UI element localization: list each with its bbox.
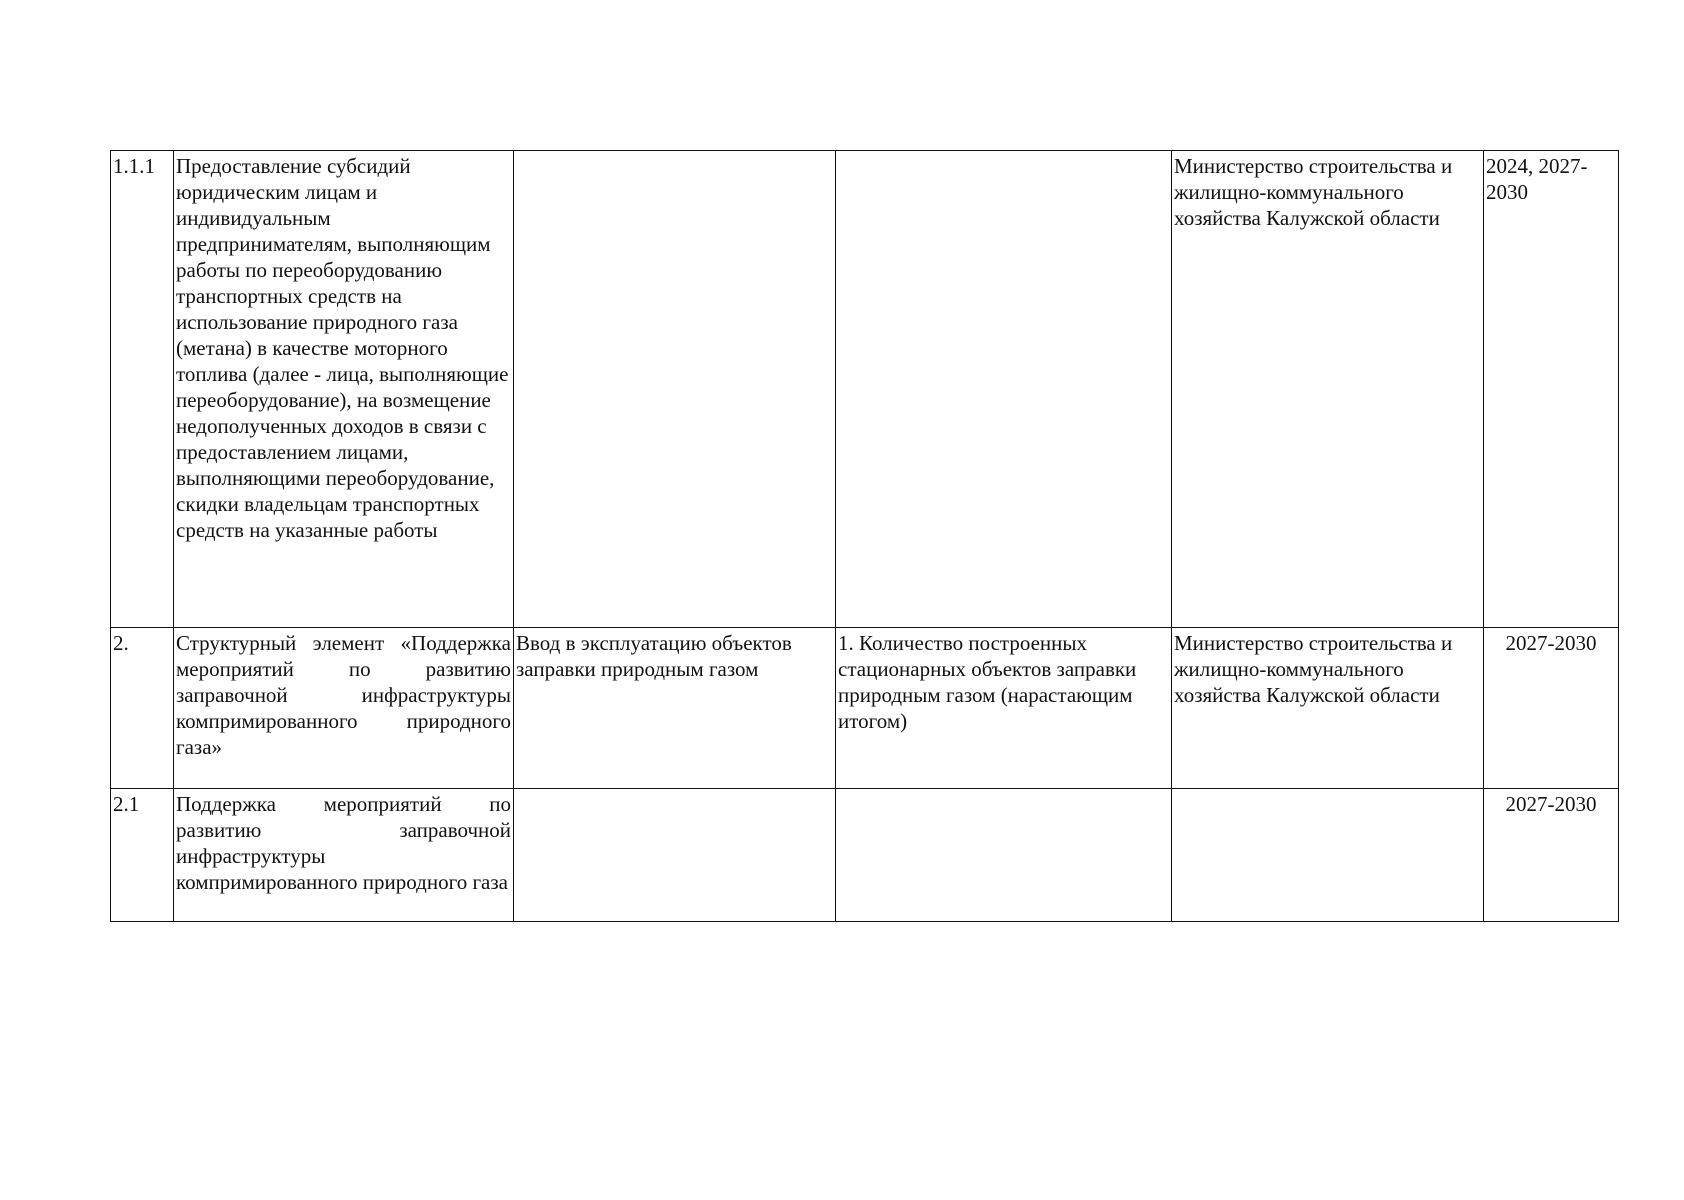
table-row bbox=[111, 151, 1619, 628]
result-cell bbox=[514, 151, 836, 628]
measure-name-cell: Поддержка мероприятий по развитию заправочной инфраструктуры компримированного природного газа bbox=[174, 789, 514, 922]
executor-cell: Министерство строительства и жилищно-коммунального хозяйства Калужской области bbox=[1172, 151, 1484, 628]
table-row bbox=[111, 628, 1619, 789]
term-cell: 2027-2030 bbox=[1484, 628, 1619, 789]
result-cell bbox=[514, 789, 836, 922]
row-number-cell: 1.1.1 bbox=[111, 151, 174, 628]
table-row bbox=[111, 789, 1619, 922]
row-number-cell: 2. bbox=[111, 628, 174, 789]
executor-cell bbox=[1172, 789, 1484, 922]
result-cell: Ввод в эксплуатацию объектов заправки природным газом bbox=[514, 628, 836, 789]
indicator-cell bbox=[836, 789, 1172, 922]
measure-name-cell: Предоставление субсидий юридическим лицам и индивидуальным предпринимателям, выполняющим работы по переоборудованию транспортных средств на использование природного газа (метана) в качестве моторного топлива (далее - лица, выполняющие переоборудование), на возмещение недополученных доходов в связи с предоставлением лицами, выполняющими переоборудование, скидки владельцам транспортных средств на указанные работы bbox=[174, 151, 514, 628]
row-number-cell: 2.1 bbox=[111, 789, 174, 922]
executor-cell: Министерство строительства и жилищно-коммунального хозяйства Калужской области bbox=[1172, 628, 1484, 789]
indicator-cell bbox=[836, 151, 1172, 628]
program-measures-table bbox=[110, 150, 1619, 922]
term-cell: 2027-2030 bbox=[1484, 789, 1619, 922]
indicator-cell: 1. Количество построенных стационарных объектов заправки природным газом (нарастающим итогом) bbox=[836, 628, 1172, 789]
measure-name-cell: Структурный элемент «Поддержка мероприятий по развитию заправочной инфраструктуры компримированного природного газа» bbox=[174, 628, 514, 789]
term-cell: 2024, 2027-2030 bbox=[1484, 151, 1619, 628]
